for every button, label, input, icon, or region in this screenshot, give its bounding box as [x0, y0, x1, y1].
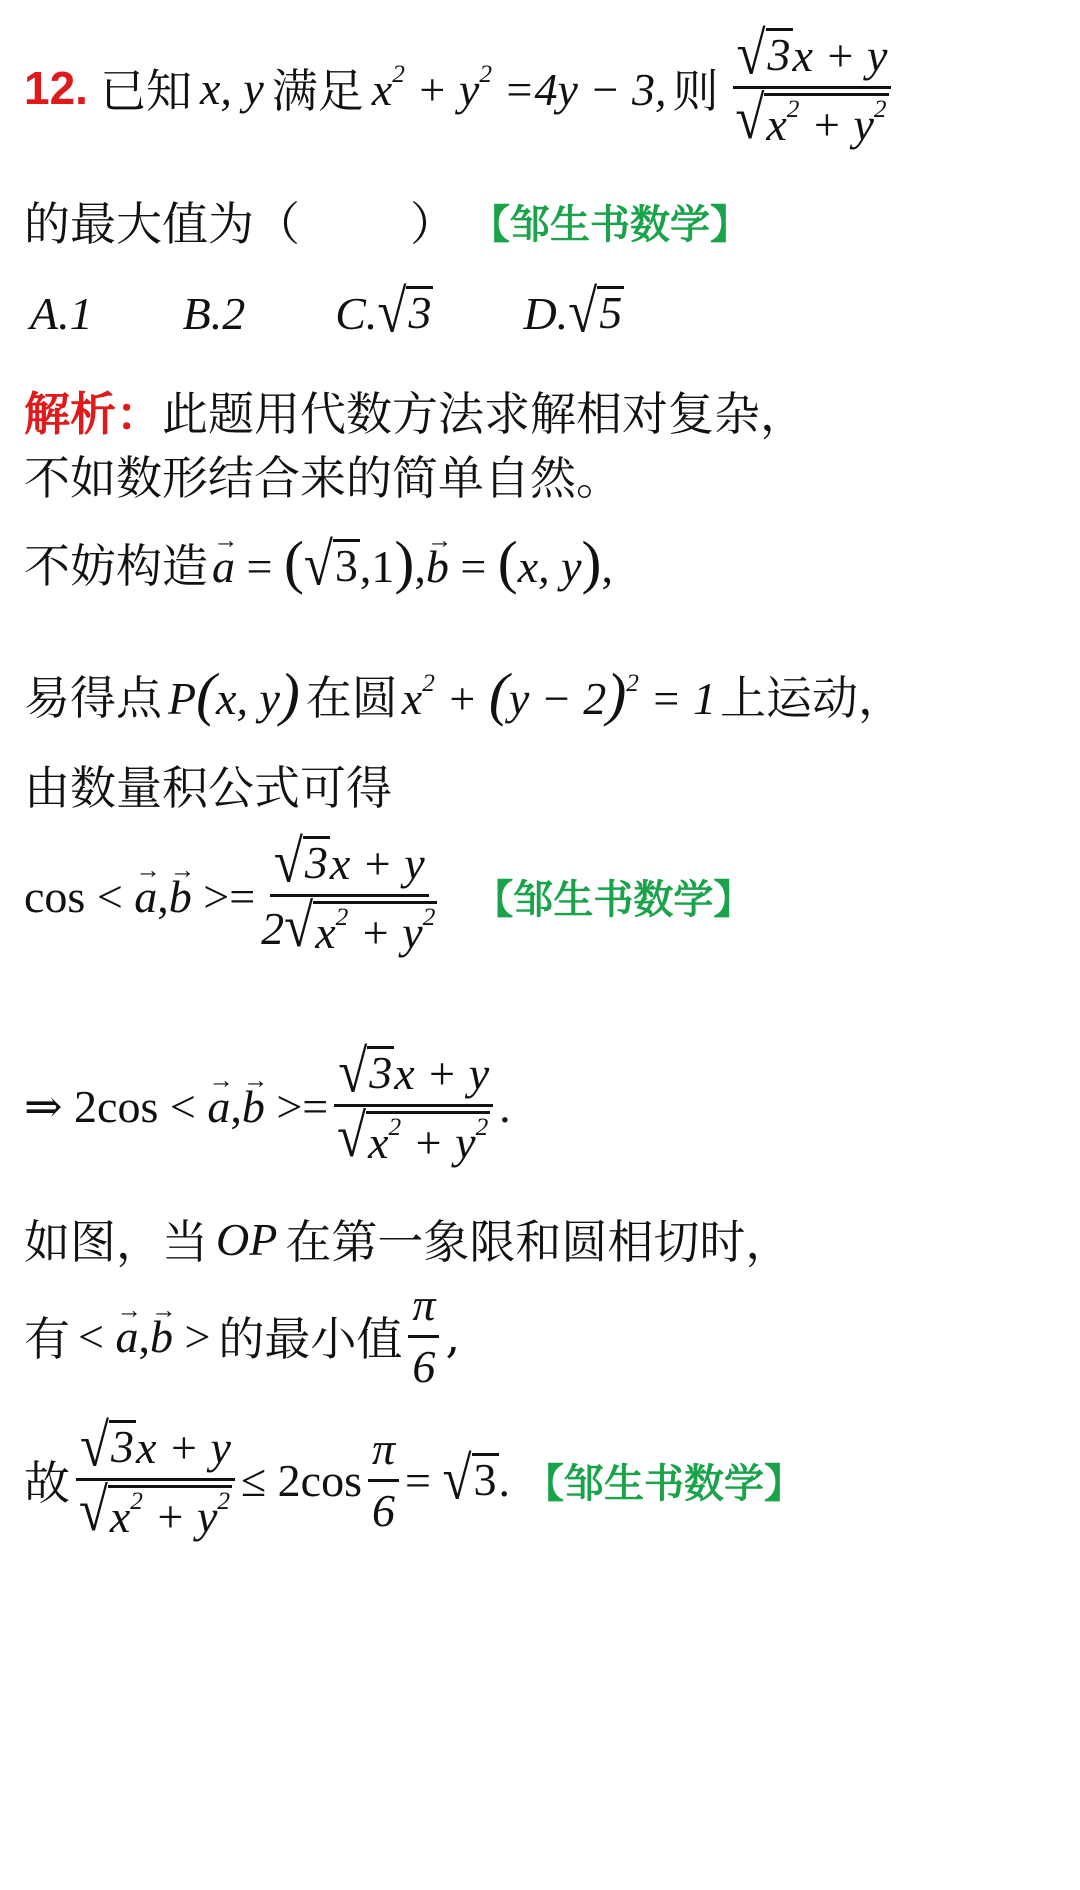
- question-number: 12.: [24, 62, 88, 115]
- cos-lhs-2: ⇒ 2cos < → a,→ b >=: [24, 1079, 328, 1133]
- as-figure-text: 如图，当: [24, 1215, 208, 1269]
- op-label: OP: [216, 1213, 278, 1265]
- choice-c: C. √ 3: [335, 278, 432, 346]
- pi-over-6-2: $\frac{\pi}{6}$: [368, 1424, 399, 1536]
- cos-lhs-1: cos < → a,→ b >=: [24, 870, 255, 923]
- easy-get-text: 易得点: [24, 670, 162, 725]
- moving-text: 上运动，: [719, 670, 904, 725]
- on-circle-text: 在圆: [305, 670, 398, 725]
- conclusion-rhs: ≤ 2cos: [240, 1454, 362, 1506]
- min-value-text: 的最小值: [218, 1312, 403, 1367]
- therefore-text: 故: [24, 1456, 70, 1511]
- cos-fraction-1: √ 3 x + y 2 √ $x^2 + y^2$: [261, 828, 436, 960]
- question-max-text: 的最大值为（: [24, 197, 300, 251]
- math-equation: $x^2 + y^2 =4y - 3$,: [371, 60, 667, 116]
- by-formula-text: 由数量积公式可得: [24, 761, 392, 815]
- construct-line: [24, 528, 613, 597]
- pi-over-6: $\frac{\pi}{6}$: [408, 1280, 439, 1392]
- brand-tag-3: 【邹生书数学】: [524, 1459, 805, 1507]
- target-fraction: √ 3 x + y √ $x^2 + y^2$: [733, 28, 892, 149]
- question-stem: 已知: [99, 64, 192, 119]
- choices-row: [30, 278, 714, 346]
- question-line-2: [24, 188, 750, 254]
- cos-equation-2: ⇒ 2cos < → a,→ b >= √ 3 x + y √ $x^2 + y^2$ .: [24, 1046, 511, 1167]
- question-then: 则: [672, 64, 719, 119]
- conclusion-fraction: √ 3 x + y √ $x^2 + y^2$: [76, 1420, 235, 1541]
- figure-line: [24, 1206, 791, 1272]
- circle-line: [24, 660, 904, 729]
- math-xy: x, y: [199, 62, 264, 114]
- point-p: P(x, y): [168, 661, 300, 727]
- choice-b: B.2: [182, 287, 246, 339]
- vectors-def: → a = ( √ 3 ,1),→ b = (x, y),: [212, 528, 613, 597]
- solution-text-1: 此题用代数方法求解相对复杂，: [162, 387, 806, 441]
- brand-tag: 【邹生书数学】: [470, 200, 750, 248]
- question-line-1: [24, 20, 897, 152]
- solution-line-1: [24, 378, 806, 444]
- angle-ab: < → a,→ b >: [78, 1310, 210, 1363]
- solution-text-2: 不如数形结合来的简单自然。: [24, 451, 622, 505]
- brand-tag-2: 【邹生书数学】: [473, 875, 754, 923]
- cos-equation-1: [24, 828, 754, 960]
- formula-line: [24, 752, 392, 818]
- conclusion-line: 故 √ 3 x + y √ $x^2 + y^2$ ≤ 2cos $\frac{\pi}{6}$ = √ 3 . 【邹生书数学】: [24, 1412, 805, 1544]
- solution-heading: 解析：: [24, 387, 162, 441]
- question-close: ）: [410, 197, 456, 251]
- choice-a: A.1: [30, 287, 93, 339]
- solution-line-2: [24, 442, 622, 508]
- tangent-text: 在第一象限和圆相切时，: [285, 1215, 792, 1269]
- question-satisfy: 满足: [271, 64, 364, 119]
- circle-equation: $x^2 + (y - 2)^2 = 1$: [401, 661, 716, 727]
- have-text: 有: [24, 1312, 70, 1367]
- construct-text: 不妨构造: [24, 538, 208, 593]
- cos-fraction-2: √ 3 x + y √ $x^2 + y^2$: [334, 1046, 493, 1167]
- choice-d: D. √ 5: [523, 278, 623, 346]
- min-angle-line: 有 < → a,→ b > 的最小值 $\frac{\pi}{6}$ ,: [24, 1280, 460, 1392]
